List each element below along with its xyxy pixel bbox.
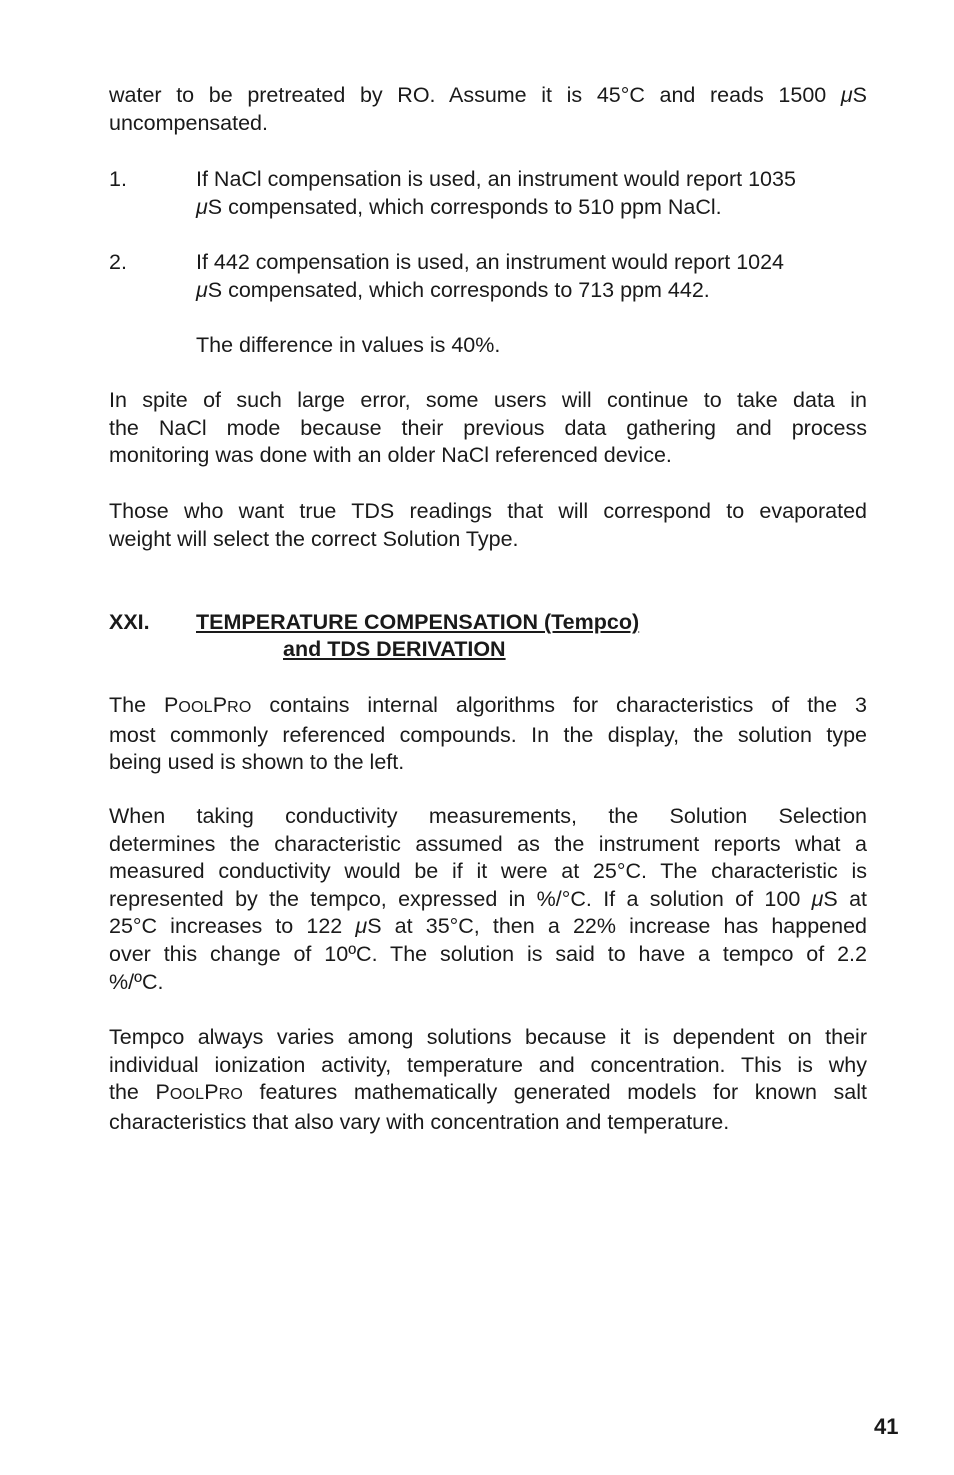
list-item-text: S compensated, which corresponds to 713 ppm 442.	[207, 277, 710, 302]
tempco-paragraph: Tempco always varies among solutions because it is dependent on their individual ionization activity, temperature and concentration. This is why the POOLPRO features mathematically generated models for known salt characteristics that also vary with concentration and temperature.	[109, 1025, 867, 1134]
intro-text-2: S	[852, 83, 867, 107]
conductivity-paragraph: When taking conductivity measurements, the Solution Selection determines the characteristic assumed as the instrument reports what a measured conductivity would be if it were at 25°C. The characteristic is represented by the tempco, expressed in %/°C. If a solution of 100 μS at 25°C increases to 122 μS at 35°C, then a 22% increase has happened over this change of 10ºC. The solution is said to have a tempco of 2.2 %/ºC.	[109, 804, 867, 994]
micro-symbol: μ	[811, 886, 824, 911]
intro-paragraph	[109, 82, 867, 137]
tds-paragraph: Those who want true TDS readings that will correspond to evaporated weight will select the correct Solution Type.	[109, 499, 867, 551]
poolpro-paragraph: The POOLPRO contains internal algorithms for characteristics of the 3 most commonly referenced compounds. In the display, the solution type being used is shown to the left.	[109, 693, 867, 775]
list-item-text: S compensated, which corresponds to 510 ppm NaCl.	[207, 194, 722, 219]
list-item-text: If NaCl compensation is used, an instrument would report 1035	[196, 167, 796, 191]
micro-symbol: μ	[355, 914, 368, 939]
section-number: XXI.	[109, 610, 150, 634]
intro-text-1: water to be pretreated by RO. Assume it is 45°C and reads 1500	[109, 83, 841, 107]
difference-note: The difference in values is 40%.	[196, 333, 501, 357]
page-number: 41	[874, 1414, 899, 1439]
micro-symbol: μ	[840, 83, 853, 107]
section-subtitle: and TDS DERIVATION	[283, 637, 506, 661]
section-title: TEMPERATURE COMPENSATION (Tempco)	[196, 610, 640, 634]
product-name: POOLPRO	[155, 1080, 243, 1105]
micro-symbol: μ	[196, 277, 208, 302]
list-item-number: 1.	[109, 167, 127, 191]
error-paragraph: In spite of such large error, some users will continue to take data in the NaCl mode because their previous data gathering and process monitoring was done with an older NaCl referenced device.	[109, 388, 867, 468]
intro-text-3: uncompensated.	[109, 110, 268, 135]
list-item-number: 2.	[109, 250, 127, 274]
micro-symbol: μ	[196, 194, 208, 219]
list-item-text: If 442 compensation is used, an instrument would report 1024	[196, 250, 785, 274]
product-name: POOLPRO	[163, 693, 252, 717]
